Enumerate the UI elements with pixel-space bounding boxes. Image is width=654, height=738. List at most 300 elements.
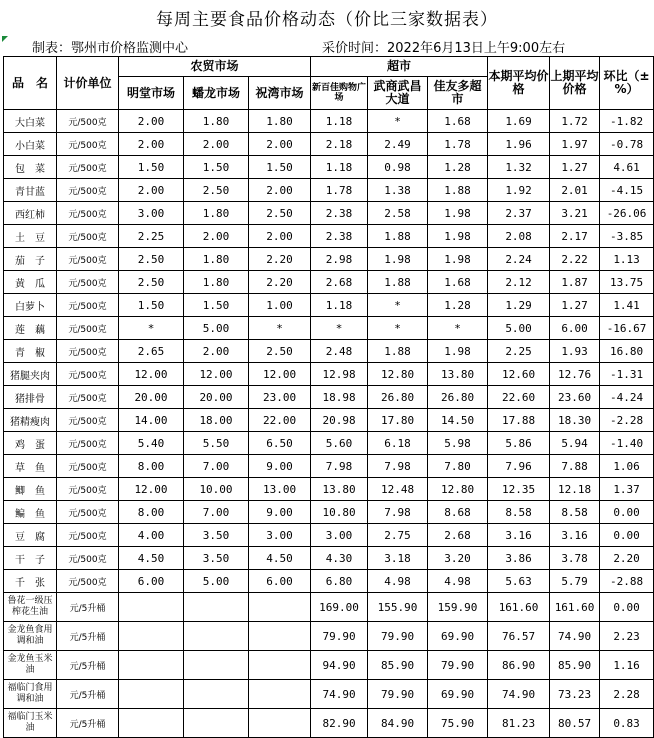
cell-mingtang: 8.00 — [119, 501, 184, 524]
cell-panlong: 1.80 — [184, 110, 249, 133]
cell-wushang: 1.98 — [368, 248, 428, 271]
cell-mingtang — [119, 651, 184, 680]
cell-name: 茄 子 — [4, 248, 57, 271]
cell-mingtang: 2.65 — [119, 340, 184, 363]
cell-xinbaijia: 74.90 — [311, 680, 368, 709]
cell-change: -2.88 — [600, 570, 654, 593]
cell-avg-now: 2.12 — [488, 271, 550, 294]
cell-name: 金龙鱼食用调和油 — [4, 622, 57, 651]
cell-zhuwan: 23.00 — [249, 386, 311, 409]
cell-zhuwan: 2.00 — [249, 179, 311, 202]
cell-wushang: 1.88 — [368, 271, 428, 294]
cell-zhuwan: 1.50 — [249, 156, 311, 179]
cell-unit: 元/5升桶 — [57, 680, 119, 709]
cell-panlong: 5.00 — [184, 317, 249, 340]
table-row — [4, 432, 654, 455]
table-row — [4, 248, 654, 271]
cell-name: 白萝卜 — [4, 294, 57, 317]
cell-jiayouduo: 12.80 — [428, 478, 488, 501]
header-name: 品 名 — [4, 57, 57, 110]
cell-name: 青 椒 — [4, 340, 57, 363]
cell-panlong: 5.50 — [184, 432, 249, 455]
cell-zhuwan — [249, 680, 311, 709]
cell-panlong: 12.00 — [184, 363, 249, 386]
cell-avg-now: 12.60 — [488, 363, 550, 386]
cell-jiayouduo: 1.98 — [428, 248, 488, 271]
header-supermarket-group: 超市 — [311, 57, 488, 77]
cell-mingtang: 2.00 — [119, 110, 184, 133]
cell-mingtang: 12.00 — [119, 478, 184, 501]
cell-xinbaijia: 2.38 — [311, 225, 368, 248]
cell-zhuwan: 13.00 — [249, 478, 311, 501]
cell-unit: 元/500克 — [57, 363, 119, 386]
cell-mingtang: 6.00 — [119, 570, 184, 593]
cell-unit: 元/500克 — [57, 570, 119, 593]
cell-jiayouduo: 2.68 — [428, 524, 488, 547]
cell-wushang: 12.80 — [368, 363, 428, 386]
cell-change: -1.40 — [600, 432, 654, 455]
cell-zhuwan: 6.00 — [249, 570, 311, 593]
cell-jiayouduo: 1.28 — [428, 156, 488, 179]
cell-wushang: * — [368, 317, 428, 340]
cell-avg-now: 3.86 — [488, 547, 550, 570]
cell-jiayouduo: 69.90 — [428, 622, 488, 651]
header-market-zhuwan: 祝湾市场 — [249, 77, 311, 110]
cell-avg-prev: 8.58 — [550, 501, 600, 524]
cell-avg-prev: 1.27 — [550, 294, 600, 317]
cell-panlong — [184, 651, 249, 680]
cell-zhuwan — [249, 709, 311, 738]
table-row — [4, 455, 654, 478]
cell-jiayouduo: 1.68 — [428, 110, 488, 133]
cell-avg-now: 1.96 — [488, 133, 550, 156]
cell-avg-prev: 2.01 — [550, 179, 600, 202]
cell-mingtang: 4.00 — [119, 524, 184, 547]
cell-wushang: 155.90 — [368, 593, 428, 622]
cell-panlong: 18.00 — [184, 409, 249, 432]
cell-mingtang: 1.50 — [119, 156, 184, 179]
cell-unit: 元/500克 — [57, 271, 119, 294]
cell-avg-now: 1.92 — [488, 179, 550, 202]
cell-avg-prev: 1.97 — [550, 133, 600, 156]
cell-zhuwan: 22.00 — [249, 409, 311, 432]
cell-xinbaijia: 2.48 — [311, 340, 368, 363]
cell-avg-prev: 3.78 — [550, 547, 600, 570]
cell-wushang: 26.80 — [368, 386, 428, 409]
cell-avg-prev: 1.87 — [550, 271, 600, 294]
cell-wushang: 6.18 — [368, 432, 428, 455]
cell-name: 青甘蓝 — [4, 179, 57, 202]
cell-change: 1.37 — [600, 478, 654, 501]
cell-jiayouduo: 1.68 — [428, 271, 488, 294]
table-row — [4, 409, 654, 432]
cell-avg-now: 5.63 — [488, 570, 550, 593]
cell-unit: 元/500克 — [57, 156, 119, 179]
cell-avg-prev: 7.88 — [550, 455, 600, 478]
cell-xinbaijia: 5.60 — [311, 432, 368, 455]
header-avg-now: 本期平均价格 — [488, 57, 550, 110]
table-row — [4, 651, 654, 680]
cell-jiayouduo: 5.98 — [428, 432, 488, 455]
cell-unit: 元/5升桶 — [57, 593, 119, 622]
cell-panlong: 1.50 — [184, 294, 249, 317]
cell-wushang: 0.98 — [368, 156, 428, 179]
cell-unit: 元/500克 — [57, 179, 119, 202]
cell-avg-prev: 85.90 — [550, 651, 600, 680]
cell-unit: 元/500克 — [57, 317, 119, 340]
cell-name: 莲 藕 — [4, 317, 57, 340]
table-row — [4, 156, 654, 179]
table-row — [4, 271, 654, 294]
price-table — [3, 56, 654, 738]
cell-wushang: 12.48 — [368, 478, 428, 501]
cell-panlong: 2.00 — [184, 133, 249, 156]
header-change: 环比（±%） — [600, 57, 654, 110]
cell-name: 福临门玉米油 — [4, 709, 57, 738]
cell-xinbaijia: 2.38 — [311, 202, 368, 225]
cell-panlong: 7.00 — [184, 501, 249, 524]
time-label: 采价时间：2022年6月13日上午9:00左右 — [322, 41, 566, 56]
cell-avg-now: 7.96 — [488, 455, 550, 478]
cell-wushang: 4.98 — [368, 570, 428, 593]
cell-avg-now: 1.29 — [488, 294, 550, 317]
cell-mingtang — [119, 593, 184, 622]
cell-panlong: 1.50 — [184, 156, 249, 179]
cell-zhuwan: * — [249, 317, 311, 340]
cell-jiayouduo: 159.90 — [428, 593, 488, 622]
cell-xinbaijia: 79.90 — [311, 622, 368, 651]
table-row — [4, 622, 654, 651]
maker-label: 制表：鄂州市价格监测中心 — [32, 41, 189, 56]
cell-name: 猪排骨 — [4, 386, 57, 409]
cell-jiayouduo: 79.90 — [428, 651, 488, 680]
cell-mingtang: 2.00 — [119, 179, 184, 202]
cell-panlong: 3.50 — [184, 547, 249, 570]
cell-wushang: * — [368, 294, 428, 317]
cell-zhuwan — [249, 593, 311, 622]
cell-avg-prev: 5.79 — [550, 570, 600, 593]
cell-xinbaijia: 1.18 — [311, 110, 368, 133]
cell-mingtang — [119, 622, 184, 651]
cell-unit: 元/500克 — [57, 524, 119, 547]
cell-wushang: 2.49 — [368, 133, 428, 156]
cell-jiayouduo: 14.50 — [428, 409, 488, 432]
cell-unit: 元/500克 — [57, 409, 119, 432]
cell-xinbaijia: * — [311, 317, 368, 340]
cell-panlong: 5.00 — [184, 570, 249, 593]
cell-avg-prev: 80.57 — [550, 709, 600, 738]
cell-xinbaijia: 6.80 — [311, 570, 368, 593]
header-super-wushang: 武商武昌大道 — [368, 77, 428, 110]
cell-jiayouduo: * — [428, 317, 488, 340]
cell-jiayouduo: 26.80 — [428, 386, 488, 409]
cell-name: 鲫 鱼 — [4, 478, 57, 501]
cell-change: 1.16 — [600, 651, 654, 680]
cell-name: 鸡 蛋 — [4, 432, 57, 455]
cell-avg-now: 17.88 — [488, 409, 550, 432]
cell-wushang: 17.80 — [368, 409, 428, 432]
cell-xinbaijia: 82.90 — [311, 709, 368, 738]
cell-avg-now: 1.69 — [488, 110, 550, 133]
cell-avg-prev: 2.22 — [550, 248, 600, 271]
cell-avg-now: 74.90 — [488, 680, 550, 709]
header-market-panlong: 蟠龙市场 — [184, 77, 249, 110]
cell-xinbaijia: 94.90 — [311, 651, 368, 680]
cell-unit: 元/5升桶 — [57, 651, 119, 680]
table-row — [4, 317, 654, 340]
cell-wushang: 79.90 — [368, 680, 428, 709]
cell-wushang: 3.18 — [368, 547, 428, 570]
cell-change: -2.28 — [600, 409, 654, 432]
cell-zhuwan: 2.20 — [249, 271, 311, 294]
cell-change: -1.31 — [600, 363, 654, 386]
cell-avg-now: 3.16 — [488, 524, 550, 547]
cell-avg-prev: 12.18 — [550, 478, 600, 501]
cell-zhuwan: 9.00 — [249, 501, 311, 524]
cell-unit: 元/500克 — [57, 455, 119, 478]
cell-mingtang: 2.50 — [119, 271, 184, 294]
cell-wushang: * — [368, 110, 428, 133]
cell-change: 4.61 — [600, 156, 654, 179]
cell-jiayouduo: 1.98 — [428, 340, 488, 363]
cell-xinbaijia: 10.80 — [311, 501, 368, 524]
cell-avg-now: 86.90 — [488, 651, 550, 680]
table-row — [4, 225, 654, 248]
cell-xinbaijia: 18.98 — [311, 386, 368, 409]
cell-change: 2.20 — [600, 547, 654, 570]
cell-panlong: 1.80 — [184, 271, 249, 294]
cell-name: 包 菜 — [4, 156, 57, 179]
cell-zhuwan: 12.00 — [249, 363, 311, 386]
cell-avg-prev: 3.16 — [550, 524, 600, 547]
cell-jiayouduo: 3.20 — [428, 547, 488, 570]
cell-zhuwan — [249, 622, 311, 651]
cell-name: 猪精瘦肉 — [4, 409, 57, 432]
cell-mingtang: 1.50 — [119, 294, 184, 317]
cell-jiayouduo: 1.98 — [428, 202, 488, 225]
cell-avg-now: 2.37 — [488, 202, 550, 225]
cell-unit: 元/500克 — [57, 340, 119, 363]
cell-zhuwan: 9.00 — [249, 455, 311, 478]
cell-name: 福临门食用调和油 — [4, 680, 57, 709]
cell-panlong: 3.50 — [184, 524, 249, 547]
cell-wushang: 2.58 — [368, 202, 428, 225]
cell-change: 2.28 — [600, 680, 654, 709]
page-title: 每周主要食品价格动态（价比三家数据表） — [156, 9, 498, 30]
cell-wushang: 1.38 — [368, 179, 428, 202]
cell-avg-now: 2.25 — [488, 340, 550, 363]
cell-change: 16.80 — [600, 340, 654, 363]
cell-mingtang: 3.00 — [119, 202, 184, 225]
cell-mingtang: 8.00 — [119, 455, 184, 478]
cell-panlong: 10.00 — [184, 478, 249, 501]
cell-xinbaijia: 13.80 — [311, 478, 368, 501]
cell-avg-prev: 161.60 — [550, 593, 600, 622]
cell-change: -3.85 — [600, 225, 654, 248]
cell-xinbaijia: 20.98 — [311, 409, 368, 432]
cell-change: 0.00 — [600, 524, 654, 547]
cell-panlong — [184, 709, 249, 738]
cell-unit: 元/500克 — [57, 225, 119, 248]
cell-avg-prev: 1.27 — [550, 156, 600, 179]
table-row — [4, 363, 654, 386]
cell-avg-now: 5.00 — [488, 317, 550, 340]
cell-jiayouduo: 75.90 — [428, 709, 488, 738]
cell-wushang: 1.88 — [368, 225, 428, 248]
cell-avg-now: 76.57 — [488, 622, 550, 651]
cell-name: 金龙鱼玉米油 — [4, 651, 57, 680]
cell-jiayouduo: 1.28 — [428, 294, 488, 317]
cell-mingtang: 2.00 — [119, 133, 184, 156]
cell-xinbaijia: 169.00 — [311, 593, 368, 622]
table-row — [4, 294, 654, 317]
cell-avg-now: 5.86 — [488, 432, 550, 455]
cell-xinbaijia: 2.98 — [311, 248, 368, 271]
cell-change: 13.75 — [600, 271, 654, 294]
table-row — [4, 524, 654, 547]
table-row — [4, 501, 654, 524]
cell-panlong: 7.00 — [184, 455, 249, 478]
cell-wushang: 79.90 — [368, 622, 428, 651]
cell-wushang: 7.98 — [368, 501, 428, 524]
header-avg-prev: 上期平均价格 — [550, 57, 600, 110]
cell-zhuwan — [249, 651, 311, 680]
cell-unit: 元/5升桶 — [57, 709, 119, 738]
cell-mingtang: 2.25 — [119, 225, 184, 248]
cell-unit: 元/500克 — [57, 294, 119, 317]
table-row — [4, 593, 654, 622]
cell-mingtang — [119, 680, 184, 709]
cell-zhuwan: 3.00 — [249, 524, 311, 547]
cell-change: 1.41 — [600, 294, 654, 317]
cell-zhuwan: 2.50 — [249, 202, 311, 225]
cell-panlong: 1.80 — [184, 202, 249, 225]
cell-name: 豆 腐 — [4, 524, 57, 547]
cell-avg-prev: 6.00 — [550, 317, 600, 340]
cell-avg-now: 2.24 — [488, 248, 550, 271]
cell-xinbaijia: 12.98 — [311, 363, 368, 386]
cell-change: -1.82 — [600, 110, 654, 133]
cell-name: 猪腿夹肉 — [4, 363, 57, 386]
cell-panlong — [184, 622, 249, 651]
table-row — [4, 179, 654, 202]
cell-panlong: 20.00 — [184, 386, 249, 409]
cell-change: 1.13 — [600, 248, 654, 271]
table-row — [4, 133, 654, 156]
cell-change: -4.15 — [600, 179, 654, 202]
cell-avg-prev: 74.90 — [550, 622, 600, 651]
cell-wushang: 2.75 — [368, 524, 428, 547]
cell-zhuwan: 4.50 — [249, 547, 311, 570]
table-row — [4, 709, 654, 738]
cell-avg-prev: 1.93 — [550, 340, 600, 363]
cell-wushang: 85.90 — [368, 651, 428, 680]
cell-avg-now: 2.08 — [488, 225, 550, 248]
cell-avg-now: 81.23 — [488, 709, 550, 738]
cell-avg-prev: 23.60 — [550, 386, 600, 409]
cell-avg-now: 12.35 — [488, 478, 550, 501]
cell-avg-now: 22.60 — [488, 386, 550, 409]
table-row — [4, 478, 654, 501]
cell-jiayouduo: 1.98 — [428, 225, 488, 248]
cell-xinbaijia: 1.78 — [311, 179, 368, 202]
cell-name: 西红柿 — [4, 202, 57, 225]
cell-name: 草 鱼 — [4, 455, 57, 478]
cell-name: 大白菜 — [4, 110, 57, 133]
cell-avg-prev: 73.23 — [550, 680, 600, 709]
header-super-jiayouduo: 佳友多超市 — [428, 77, 488, 110]
cell-change: -26.06 — [600, 202, 654, 225]
cell-zhuwan: 1.80 — [249, 110, 311, 133]
cell-xinbaijia: 1.18 — [311, 156, 368, 179]
header-unit: 计价单位 — [57, 57, 119, 110]
cell-zhuwan: 2.50 — [249, 340, 311, 363]
cell-xinbaijia: 4.30 — [311, 547, 368, 570]
cell-zhuwan: 6.50 — [249, 432, 311, 455]
cell-jiayouduo: 1.88 — [428, 179, 488, 202]
cell-name: 黄 瓜 — [4, 271, 57, 294]
cell-name: 土 豆 — [4, 225, 57, 248]
cell-panlong — [184, 593, 249, 622]
cell-unit: 元/500克 — [57, 432, 119, 455]
table-row — [4, 547, 654, 570]
cell-xinbaijia: 1.18 — [311, 294, 368, 317]
cell-unit: 元/500克 — [57, 386, 119, 409]
cell-wushang: 84.90 — [368, 709, 428, 738]
cell-mingtang — [119, 709, 184, 738]
cell-change: 1.06 — [600, 455, 654, 478]
cell-xinbaijia: 2.68 — [311, 271, 368, 294]
cell-avg-now: 161.60 — [488, 593, 550, 622]
cell-avg-prev: 18.30 — [550, 409, 600, 432]
header-market-mingtang: 明堂市场 — [119, 77, 184, 110]
cell-mingtang: 5.40 — [119, 432, 184, 455]
cell-zhuwan: 2.00 — [249, 225, 311, 248]
cell-change: -16.67 — [600, 317, 654, 340]
cell-avg-now: 1.32 — [488, 156, 550, 179]
table-row — [4, 386, 654, 409]
cell-panlong: 1.80 — [184, 248, 249, 271]
cell-change: -0.78 — [600, 133, 654, 156]
cell-change: 2.23 — [600, 622, 654, 651]
cell-name: 鲁花一级压榨花生油 — [4, 593, 57, 622]
cell-zhuwan: 2.00 — [249, 133, 311, 156]
cell-xinbaijia: 7.98 — [311, 455, 368, 478]
cell-name: 干 子 — [4, 547, 57, 570]
cell-mingtang: 14.00 — [119, 409, 184, 432]
cell-avg-prev: 2.17 — [550, 225, 600, 248]
cell-unit: 元/5升桶 — [57, 622, 119, 651]
cell-mingtang: 20.00 — [119, 386, 184, 409]
table-row — [4, 202, 654, 225]
cell-name: 鳊 鱼 — [4, 501, 57, 524]
cell-avg-now: 8.58 — [488, 501, 550, 524]
cell-jiayouduo: 13.80 — [428, 363, 488, 386]
cell-change: 0.83 — [600, 709, 654, 738]
header-market-group: 农贸市场 — [119, 57, 311, 77]
cell-mingtang: 4.50 — [119, 547, 184, 570]
cell-jiayouduo: 4.98 — [428, 570, 488, 593]
cell-unit: 元/500克 — [57, 248, 119, 271]
cell-unit: 元/500克 — [57, 133, 119, 156]
cell-zhuwan: 1.00 — [249, 294, 311, 317]
cell-panlong — [184, 680, 249, 709]
table-row — [4, 110, 654, 133]
cell-mingtang: 12.00 — [119, 363, 184, 386]
table-row — [4, 570, 654, 593]
cell-zhuwan: 2.20 — [249, 248, 311, 271]
cell-unit: 元/500克 — [57, 202, 119, 225]
